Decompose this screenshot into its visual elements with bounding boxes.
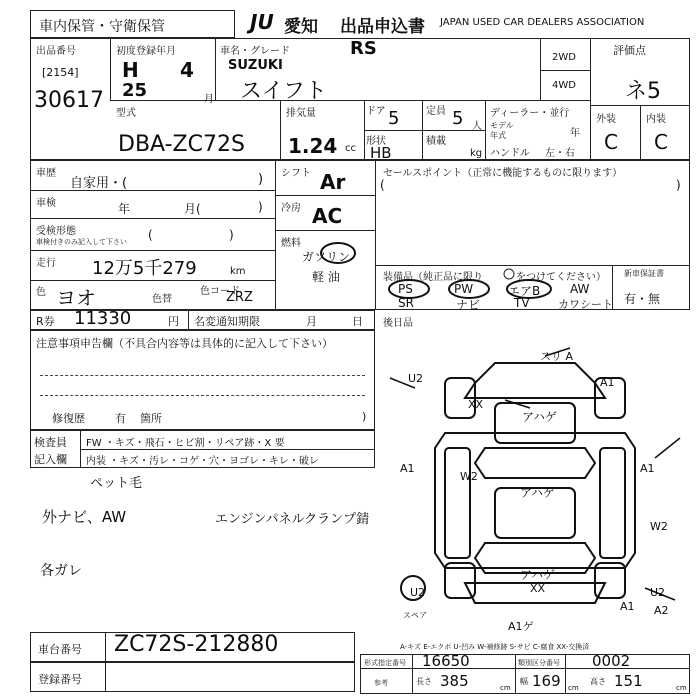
doors-label: ドア — [366, 106, 386, 117]
receiving-parens: ( ) — [148, 228, 234, 242]
model-year-suffix: 年 — [570, 128, 580, 139]
shift-label: シフト — [281, 168, 311, 179]
after-items-label: 後日品 — [383, 318, 413, 329]
aircon-label: 冷房 — [281, 203, 301, 214]
inspector-label-2: 記入欄 — [34, 453, 67, 466]
repair-history-label: 修復歴 — [52, 412, 85, 425]
displacement-label: 排気量 — [286, 108, 316, 119]
history-block — [30, 160, 690, 310]
grade-value: RS — [350, 38, 377, 59]
new-warranty-label: 新車保証書 — [624, 269, 664, 278]
chassis-label: 車台番号 — [38, 643, 82, 656]
height-label: 高さ — [590, 677, 606, 686]
month-value: 4 — [180, 58, 194, 82]
equipment-item-leather: カワシート — [558, 298, 613, 311]
equipment-circles — [385, 277, 585, 301]
diagram-label-17: U2 — [410, 586, 426, 599]
month-unit: 月 — [204, 94, 214, 105]
drive-4wd: 4WD — [552, 80, 576, 91]
diagram-label-2: U2 — [408, 372, 424, 385]
width-value: 169 — [532, 672, 561, 690]
title-change-day: 日 — [352, 315, 363, 328]
handwritten-note-4: 各ガレ — [40, 563, 82, 579]
repair-area: 箇所 — [140, 412, 162, 425]
score-label: 評価点 — [613, 44, 646, 57]
damage-legend: A-キズ E-エクボ U-凹み W-補修跡 S-サビ C-腐食 XX-交換済 — [400, 643, 590, 651]
interior-options: 内装 ・キズ・汚レ・コゲ・穴・ヨゴレ・キレ・破レ — [86, 456, 319, 467]
association-name: JAPAN USED CAR DEALERS ASSOCIATION — [440, 17, 645, 28]
width-label: 幅 — [520, 677, 528, 686]
sales-points-label: セールスポイント（正常に機能するものに限ります） — [383, 168, 623, 179]
shape-value: HB — [370, 144, 392, 162]
notes-label: 注意事項申告欄（不具合内容等は具体的に記入して下さい） — [36, 337, 333, 350]
type-value: DBA-ZC72S — [118, 132, 245, 157]
diagram-label-4: アハゲ — [522, 410, 558, 424]
mileage-unit: km — [230, 266, 246, 277]
equipment-item-airbag: エアB — [508, 284, 541, 298]
reference-label: 参考 — [374, 679, 388, 687]
title-change-label: 名変通知期限 — [194, 315, 260, 328]
equipment-label: 装備品（純正品に限り — [383, 272, 483, 283]
exterior-value: C — [604, 130, 618, 154]
logo: JU — [250, 10, 274, 34]
diagram-label-8: XX — [530, 582, 546, 595]
handwritten-note-3: エンジンパネルクランプ錆 — [215, 512, 370, 527]
inspector-label: 検査員 — [34, 436, 67, 449]
height-value: 151 — [614, 672, 643, 690]
diagram-label-6: アハゲ — [520, 486, 556, 500]
inspection-close-paren: ) — [258, 200, 263, 214]
fuel-diesel: 軽 油 — [312, 270, 340, 284]
form-title: 出品申込書 — [340, 17, 425, 37]
displacement-value: 1.24 — [288, 134, 338, 158]
handle-options: 左・右 — [545, 148, 575, 159]
maker-value: SUZUKI — [228, 58, 283, 73]
type-label: 型式 — [116, 108, 136, 119]
equipment-item-sr: SR — [398, 296, 414, 310]
org-name: 愛知 — [284, 17, 318, 37]
equipment-item-pw: PW — [454, 282, 474, 296]
model-value: スイフト — [240, 79, 327, 104]
first-reg-label: 初度登録年月 — [116, 46, 176, 57]
diagram-label-9: A1 — [400, 462, 415, 475]
sales-paren-close: ) — [676, 178, 681, 192]
color-change-label: 色替 — [152, 294, 172, 305]
interior-value: C — [654, 130, 668, 154]
height-unit: cm — [676, 684, 687, 692]
drive-2wd: 2WD — [552, 52, 576, 63]
equipment-item-ps: PS — [398, 282, 413, 296]
diagram-label-14: A1ゲ — [508, 620, 534, 633]
load-unit: kg — [470, 148, 483, 159]
fw-options: FW ・キズ・飛石・ヒビ割・リペア跡・X 要 — [86, 438, 285, 449]
chassis-value: ZC72S-212880 — [114, 632, 279, 657]
diagram-label-1: スリ A — [540, 350, 574, 363]
diagram-label-5: W2 — [460, 470, 478, 483]
storage-label: 車内保管・守衛保管 — [39, 19, 165, 35]
lot-number: 30617 — [34, 88, 104, 113]
load-label: 積載 — [426, 136, 446, 147]
diagram-label-15: A1 — [620, 600, 635, 613]
recycle-label: R券 — [36, 315, 55, 328]
diagram-label-12: U2 — [650, 586, 666, 599]
equipment-item-tv: TV — [514, 296, 530, 310]
era-value: H — [122, 58, 139, 82]
diagram-label-10: A1 — [640, 462, 655, 475]
title-change-month: 月 — [306, 315, 317, 328]
recycle-unit: 円 — [168, 315, 179, 328]
registration-label: 登録番号 — [38, 673, 82, 686]
recycle-value: 11330 — [74, 308, 132, 329]
lot-number-label: 出品番号 — [36, 46, 76, 57]
exterior-label: 外装 — [596, 114, 616, 125]
length-label: 長さ — [416, 677, 432, 686]
mileage-value: 12万5千279 — [92, 258, 197, 279]
equipment-item-aw: AW — [570, 282, 590, 296]
equipment-label-2: をつけてください） — [516, 272, 606, 283]
fuel-circle — [318, 240, 358, 266]
spare-label: スペア — [403, 611, 427, 620]
seats-value: 5 — [452, 108, 464, 129]
storage-label-box — [30, 10, 235, 38]
inspection-year: 年 — [118, 202, 131, 216]
model-label: モデル — [490, 121, 514, 130]
receiving-note: 車検付きのみ記入して下さい — [36, 238, 127, 246]
length-unit: cm — [500, 684, 511, 692]
shift-value: Ar — [320, 170, 346, 194]
inspection-label: 車検 — [36, 198, 56, 209]
warranty-options: 有・無 — [624, 292, 661, 306]
length-value: 385 — [440, 672, 469, 690]
car-name-label: 車名・グレード — [220, 46, 290, 57]
receiving-label: 受検形態 — [36, 226, 76, 237]
diagram-label-3: XX — [468, 398, 484, 411]
color-value: ヨオ — [56, 286, 96, 310]
repair-yes: 有 — [115, 412, 126, 425]
color-code-value: ZRZ — [226, 290, 253, 305]
equipment-item-navi: ナビ — [456, 298, 481, 312]
seats-unit: 人 — [472, 121, 482, 132]
year-value: 25 — [122, 80, 148, 101]
history-label: 車歴 — [36, 168, 56, 179]
repair-paren-close: ) — [362, 410, 367, 423]
score-value: ネ5 — [625, 79, 661, 104]
history-close-paren: ) — [258, 172, 264, 187]
shape-label: 形状 — [366, 136, 386, 147]
mileage-label: 走行 — [36, 258, 56, 269]
diagram-label-18: W2 — [650, 520, 668, 533]
class-number-value: 0002 — [592, 652, 631, 670]
color-code-label: 色コード — [200, 286, 240, 297]
aircon-value: AC — [312, 204, 343, 228]
spec-number-label: 形式指定番号 — [364, 659, 406, 667]
handwritten-note-1: ペット毛 — [90, 476, 143, 491]
lot-code: [2154] — [42, 66, 79, 79]
dealer-label: ディーラー・並行 — [490, 108, 570, 119]
displacement-unit: cc — [345, 143, 356, 154]
inspection-month: 月( — [184, 202, 201, 216]
model-year-label: 年式 — [490, 131, 506, 140]
seats-label: 定員 — [426, 106, 446, 117]
fuel-label: 燃料 — [281, 238, 301, 249]
diagram-label-11: A1 — [600, 376, 615, 389]
spec-number-value: 16650 — [422, 652, 470, 670]
diagram-label-7: アハゲ — [520, 568, 556, 582]
color-label: 色 — [36, 287, 46, 298]
fuel-gasoline: ガソリン — [302, 250, 351, 264]
handle-label: ハンドル — [490, 148, 530, 159]
sales-paren-open: ( — [380, 178, 385, 192]
doors-value: 5 — [388, 108, 400, 129]
width-unit: cm — [568, 684, 579, 692]
interior-label: 内装 — [646, 114, 666, 125]
handwritten-note-2: 外ナビ、AW — [42, 508, 127, 526]
diagram-label-16: A2 — [654, 604, 669, 617]
class-number-label: 類別区分番号 — [518, 659, 560, 667]
history-value: 自家用・( — [70, 176, 128, 191]
